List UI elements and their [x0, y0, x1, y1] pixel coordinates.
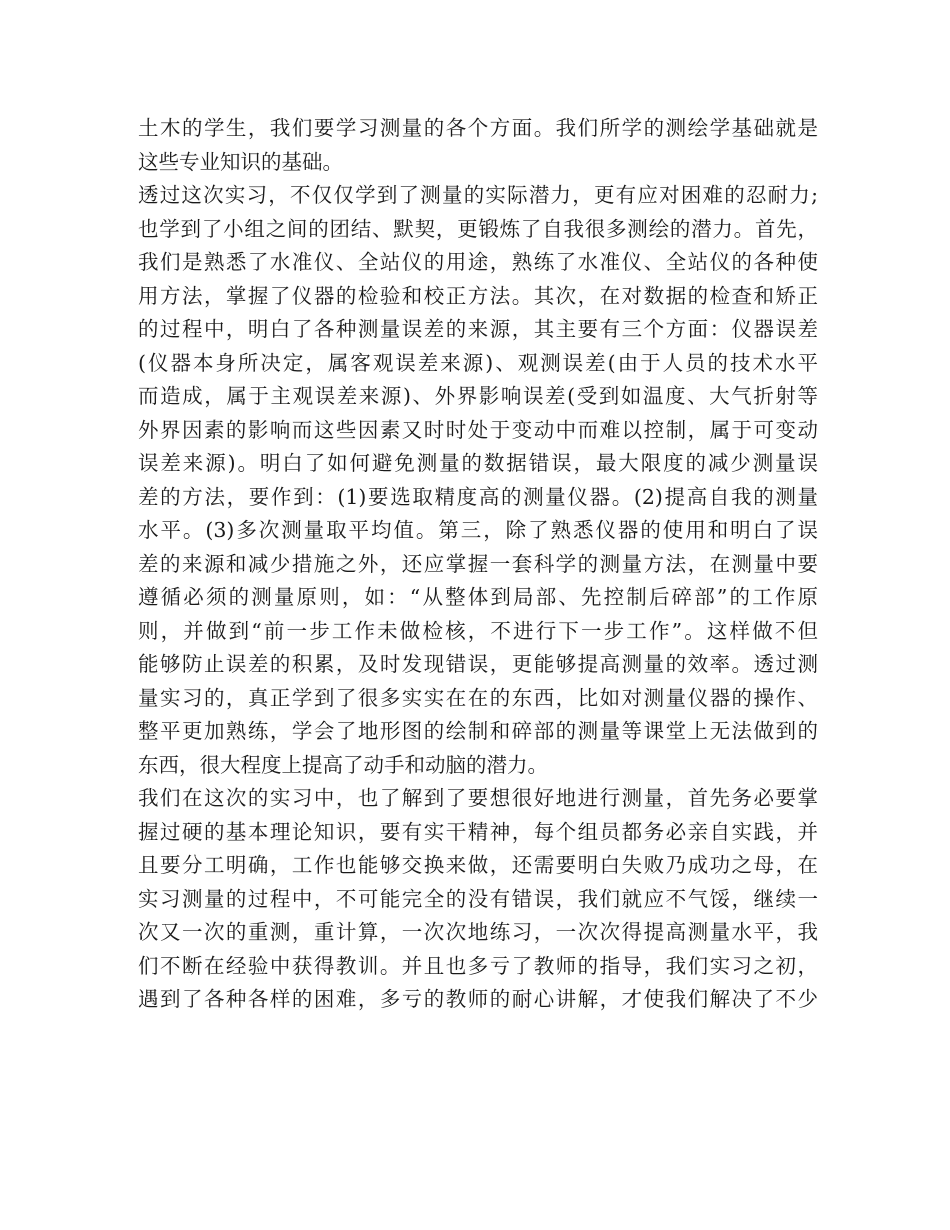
text-line: 用方法，掌握了仪器的检验和校正方法。其次，在对数据的检查和矫正: [138, 283, 818, 308]
text-line: 次又一次的重测，重计算，一次次地练习，一次次得提高测量水平，我: [138, 920, 818, 944]
text-line: 这些专业知识的基础。: [138, 149, 343, 174]
text-line: 实习测量的过程中，不可能完全的没有错误，我们就应不气馁，继续一: [138, 886, 818, 911]
text-line: 遇到了各种各样的困难，多亏的教师的耐心讲解，才使我们解决了不少: [138, 987, 818, 1011]
text-line: 量实习的，真正学到了很多实实在在的东西，比如对测量仪器的操作、: [138, 685, 818, 710]
text-line: 且要分工明确，工作也能够交换来做，还需要明白失败乃成功之母，在: [138, 853, 818, 877]
text-line: 东西，很大程度上提高了动手和动脑的潜力。: [138, 752, 548, 777]
text-line: 外界因素的影响而这些因素又时时处于变动中而难以控制，属于可变动: [138, 417, 818, 442]
text-line: 的过程中，明白了各种测量误差的来源，其主要有三个方面：仪器误差: [138, 317, 818, 341]
text-line: 差的来源和减少措施之外，还应掌握一套科学的测量方法，在测量中要: [138, 551, 818, 576]
text-line: 而造成，属于主观误差来源)、外界影响误差(受到如温度、大气折射等: [138, 384, 818, 408]
text-line: 土木的学生，我们要学习测量的各个方面。我们所学的测绘学基础就是: [138, 116, 818, 140]
document-body: [138, 112, 818, 1017]
text-line: 握过硬的基本理论知识，要有实干精神，每个组员都务必亲自实践，并: [138, 819, 818, 844]
text-line: 透过这次实习，不仅仅学到了测量的实际潜力，更有应对困难的忍耐力;: [138, 183, 818, 207]
text-line: 水平。(3)多次测量取平均值。第三，除了熟悉仪器的使用和明白了误: [138, 518, 818, 542]
text-line: 们不断在经验中获得教训。并且也多亏了教师的指导，我们实习之初，: [138, 953, 818, 978]
text-line: 差的方法，要作到：(1)要选取精度高的测量仪器。(2)提高自我的测量: [138, 484, 818, 509]
text-line: 遵循必须的测量原则，如：“从整体到局部、先控制后碎部”的工作原: [138, 585, 818, 609]
text-line: 则，并做到“前一步工作未做检核，不进行下一步工作”。这样做不但: [138, 618, 818, 643]
text-line: 能够防止误差的积累，及时发现错误，更能够提高测量的效率。透过测: [138, 652, 818, 676]
text-line: 我们是熟悉了水准仪、全站仪的用途，熟练了水准仪、全站仪的各种使: [138, 250, 818, 274]
text-line: (仪器本身所决定，属客观误差来源)、观测误差(由于人员的技术水平: [138, 350, 818, 375]
text-line: 我们在这次的实习中，也了解到了要想很好地进行测量，首先务必要掌: [138, 786, 818, 810]
text-line: 也学到了小组之间的团结、默契，更锻炼了自我很多测绘的潜力。首先，: [138, 216, 818, 241]
text-line: 整平更加熟练，学会了地形图的绘制和碎部的测量等课堂上无法做到的: [138, 719, 818, 743]
text-line: 误差来源)。明白了如何避免测量的数据错误，最大限度的减少测量误: [138, 451, 818, 475]
